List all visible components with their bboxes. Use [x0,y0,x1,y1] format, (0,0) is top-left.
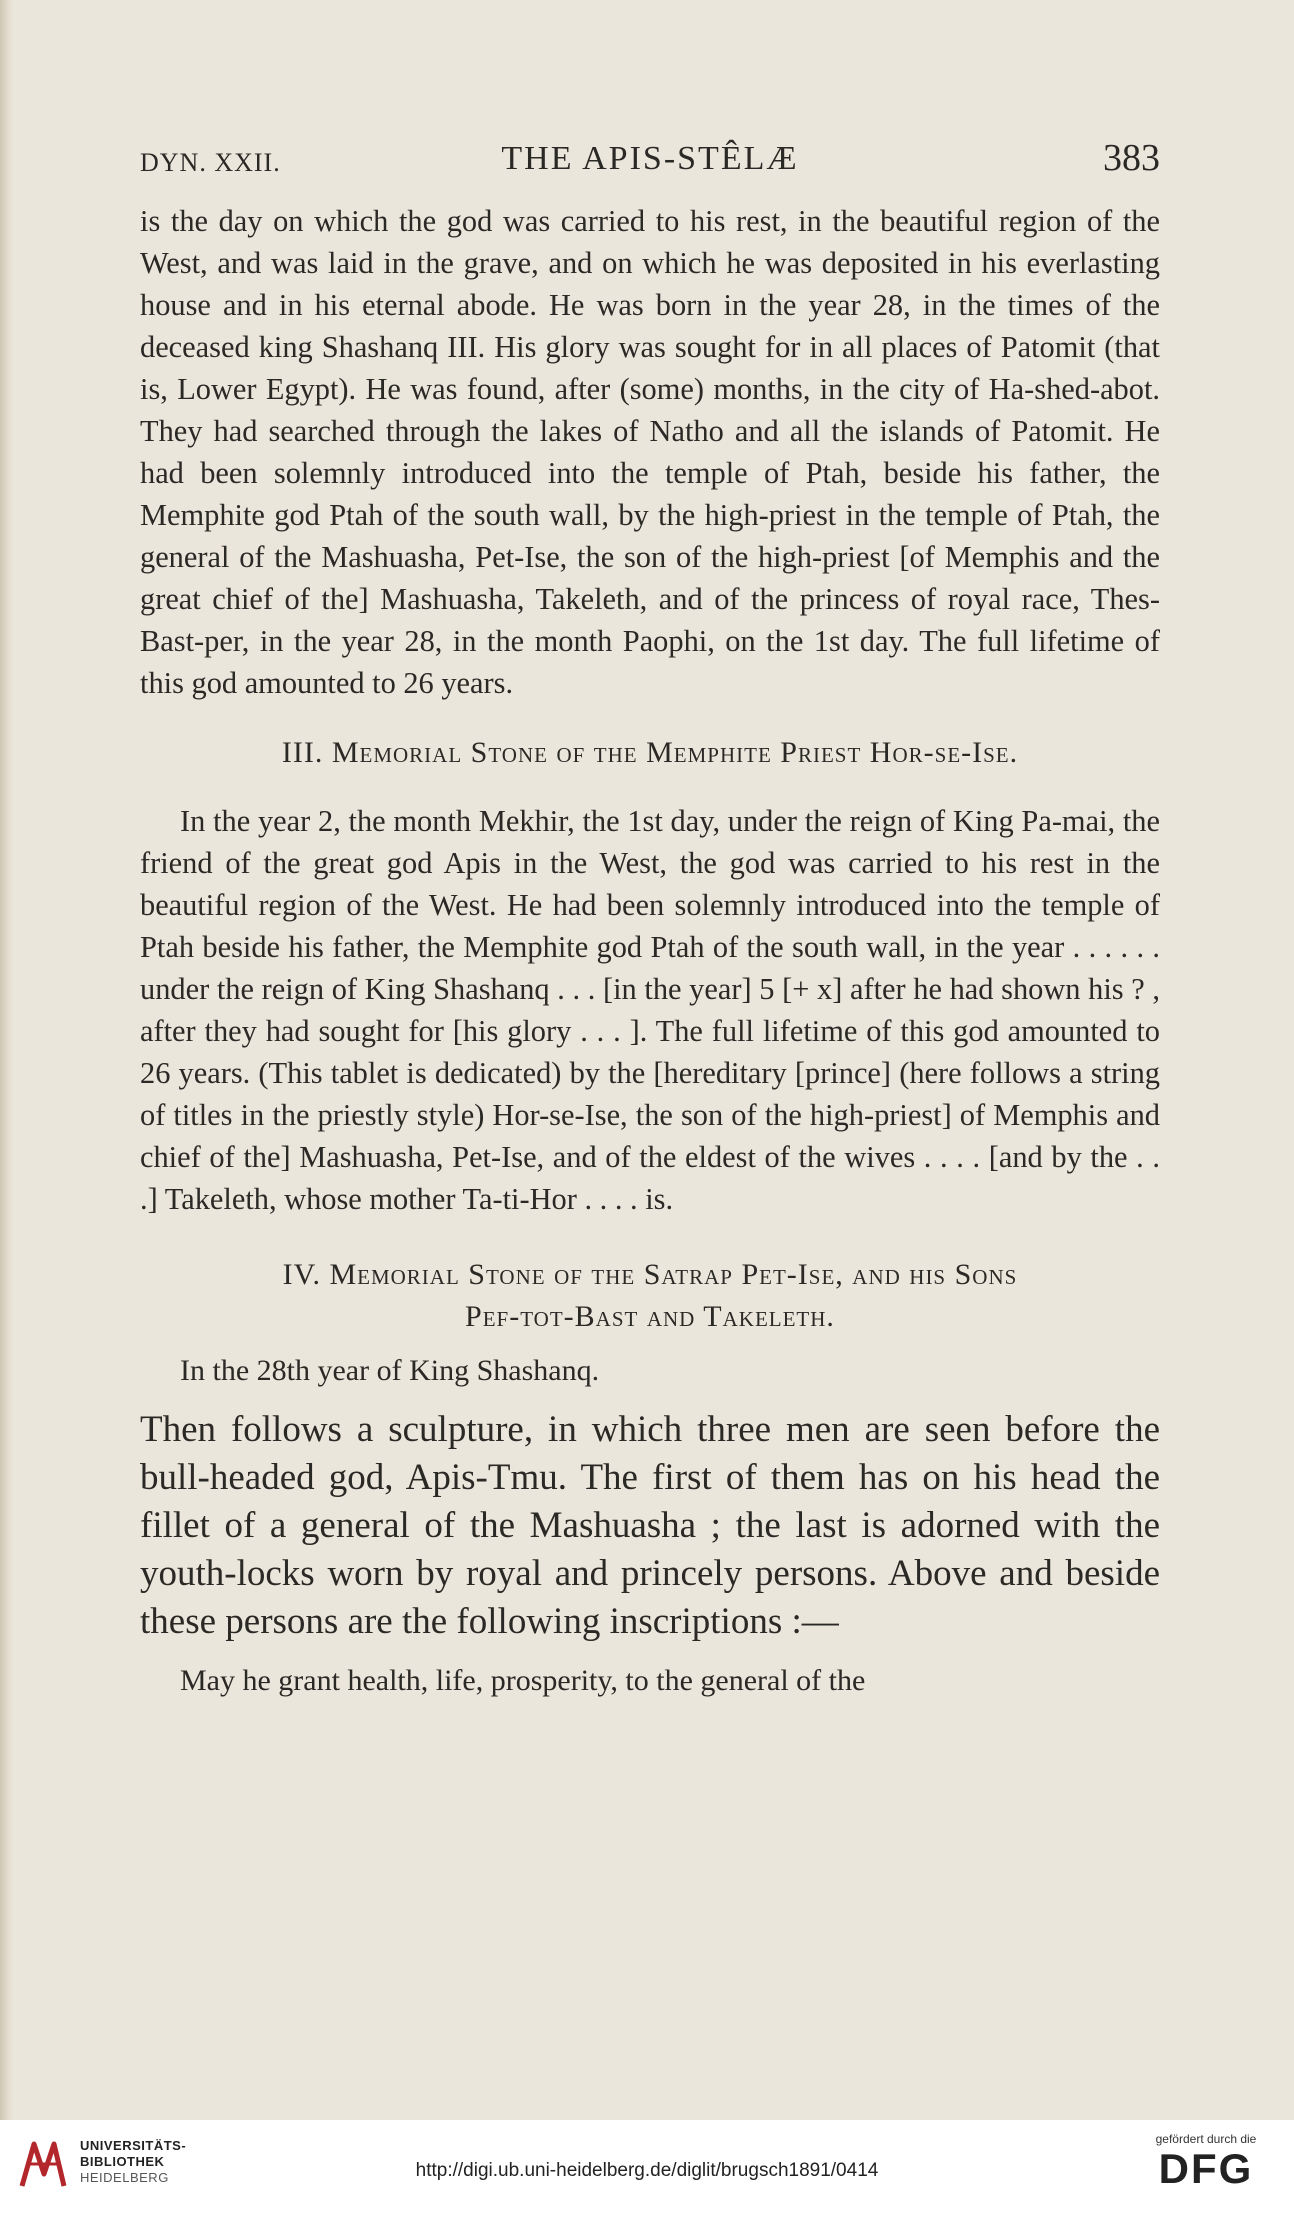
funding-caption: gefördert durch die [1155,2132,1257,2146]
paragraph-3: Then follows a sculpture, in which three men are seen before the bull-headed god, Apis-Tmu. The first of them has on his head the fillet of a general of the Mashuasha ; the last is adorned with the youth-locks worn by royal and princely persons. Above and beside these persons are the following inscriptions :— [140,1409,1160,1642]
library-name-line-1: UNIVERSITÄTS- [80,2138,187,2153]
section-heading-iv [140,1254,1160,1338]
heading-iv-line-2: Pef-tot-Bast and Takeleth. [465,1300,835,1333]
header-dynasty: DYN. XXII. [140,148,281,177]
paragraph-1: is the day on which the god was carried to his rest, in the beautiful region of the West, and was laid in the grave, and on which he was deposited in his everlasting house and in his eternal abode. He was born in the year 28, in the times of the deceased king Shashanq III. His glory was sought for in all places of Patomit (that is, Lower Egypt). He was found, after (some) months, in the city of Ha-shed-abot. They had searched through the lakes of Natho and all the islands of Patomit. He had been solemnly introduced into the temple of Ptah, beside his father, the Memphite god Ptah of the south wall, by the high-priest in the temple of Ptah, the general of the Mashuasha, Pet-Ise, the son of the high-priest [of Memphis and the great chief of the] Mashuasha, Takeleth, and of the princess of royal race, Thes-Bast-per, in the year 28, in the month Paophi, on the 1st day. The full lifetime of this god amounted to 26 years. [140,204,1160,700]
heading-iv-line-1: IV. Memorial Stone of the Satrap Pet-Ise, and his Sons [282,1258,1018,1291]
page-number: 383 [1103,137,1160,179]
digitization-footer [0,2120,1294,2213]
paragraph-2: In the year 2, the month Mekhir, the 1st day, under the reign of King Pa-mai, the friend of the great god Apis in the West, the god was carried to his rest in the beautiful region of the West. He had been solemnly introduced into the temple of Ptah beside his father, the Memphite god Ptah of the south wall, in the year . . . . . . under the reign of King Shashanq . . . [in the year] 5 [+ x] after he had shown his ? , after they had sought for [his glory . . . ]. The full lifetime of this god amounted to 26 years. (This tablet is dedicated) by the [hereditary [prince] (here follows a string of titles in the priestly style) Hor-se-Ise, the son of the high-priest] of Memphis and chief of the] Mashuasha, Pet-Ise, and of the eldest of the wives . . . . [and by the . . .] Takeleth, whose mother Ta-ti-Hor . . . . is. [140,804,1160,1216]
section-heading-iii: III. Memorial Stone of the Memphite Priest Hor-se-Ise. [281,736,1019,769]
running-header [140,136,1160,186]
dfg-logo: DFG [1158,2145,1254,2192]
source-url-link[interactable]: http://digi.ub.uni-heidelberg.de/diglit/brugsch1891/0414 [415,2160,879,2181]
page-binding-edge [0,0,14,2120]
funding-notice [1136,2132,1276,2192]
library-name-line-2: BIBLIOTHEK [80,2154,165,2169]
inscription-line: May he grant health, life, prosperity, to the general of the [180,1664,866,1697]
dateline: In the 28th year of King Shashanq. [180,1354,600,1387]
main-text [140,200,1160,1702]
library-name-line-3: HEIDELBERG [80,2170,169,2185]
header-title: THE APIS-STÊLÆ [501,140,799,177]
